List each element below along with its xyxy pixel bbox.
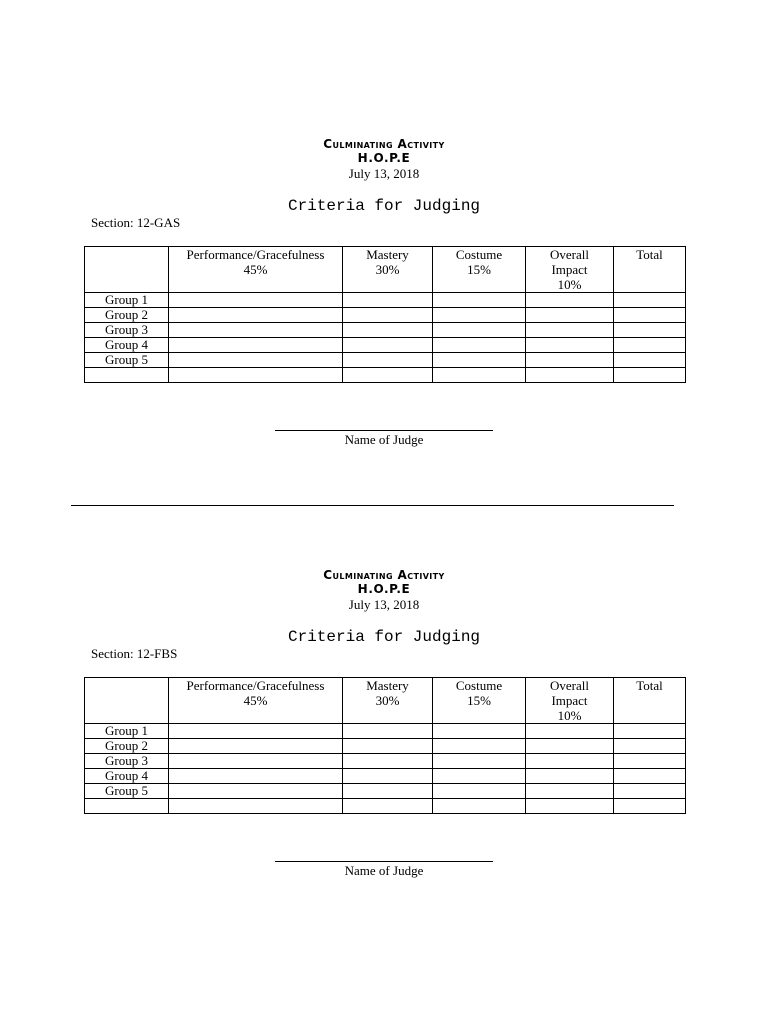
header-total-name: Total	[636, 678, 663, 693]
header-costume	[433, 247, 526, 293]
header-mastery-weight: 30%	[375, 262, 400, 277]
group-label: Group 1	[85, 293, 169, 308]
score-cell[interactable]	[433, 739, 526, 754]
score-cell[interactable]	[526, 769, 614, 784]
header-costume-weight: 15%	[467, 693, 491, 708]
group-label: Group 4	[85, 769, 169, 784]
header-costume-weight: 15%	[467, 262, 491, 277]
score-cell[interactable]	[433, 338, 526, 353]
group-label: Group 2	[85, 739, 169, 754]
total-cell[interactable]	[614, 338, 686, 353]
header-performance-name: Performance/Gracefulness	[186, 247, 325, 262]
table-row	[85, 293, 686, 308]
group-label: Group 3	[85, 323, 169, 338]
header-costume-name: Costume	[455, 247, 503, 262]
score-cell[interactable]	[169, 724, 343, 739]
judge-signature-line[interactable]	[275, 430, 493, 431]
header-mastery-name: Mastery	[366, 678, 409, 693]
header-mastery-weight: 30%	[375, 693, 400, 708]
judge-label: Name of Judge	[344, 432, 424, 447]
header-overall-impact-name: Overall Impact	[550, 247, 589, 277]
table-row	[85, 754, 686, 769]
criteria-heading: Criteria for Judging	[287, 197, 481, 215]
score-cell[interactable]	[526, 799, 614, 814]
subject-title: H.O.P.E	[357, 151, 411, 165]
activity-date: July 13, 2018	[348, 166, 420, 181]
score-cell[interactable]	[433, 293, 526, 308]
total-cell[interactable]	[614, 353, 686, 368]
score-cell[interactable]	[526, 784, 614, 799]
score-cell[interactable]	[169, 368, 343, 383]
table-row	[85, 308, 686, 323]
table-row	[85, 368, 686, 383]
header-overall-impact-name: Overall Impact	[550, 678, 589, 708]
header-total	[614, 247, 686, 293]
group-label: Group 3	[85, 754, 169, 769]
score-cell[interactable]	[526, 368, 614, 383]
score-table	[84, 246, 686, 383]
judge-signature-line[interactable]	[275, 861, 493, 862]
score-cell[interactable]	[526, 353, 614, 368]
header-blank	[85, 678, 169, 724]
score-cell[interactable]	[343, 338, 433, 353]
score-cell[interactable]	[343, 769, 433, 784]
judge-label: Name of Judge	[344, 863, 424, 878]
score-cell[interactable]	[169, 739, 343, 754]
header-performance	[169, 247, 343, 293]
header-row	[85, 678, 686, 724]
score-cell[interactable]	[169, 293, 343, 308]
group-label[interactable]	[85, 799, 169, 814]
header-overall-impact-weight: 10%	[557, 277, 582, 292]
score-cell[interactable]	[526, 293, 614, 308]
header-total-name: Total	[636, 247, 663, 262]
section-label: Section: 12-FBS	[91, 646, 178, 661]
score-cell[interactable]	[169, 769, 343, 784]
header-mastery	[343, 678, 433, 724]
total-cell[interactable]	[614, 754, 686, 769]
score-cell[interactable]	[526, 323, 614, 338]
header-mastery	[343, 247, 433, 293]
group-label[interactable]	[85, 368, 169, 383]
score-cell[interactable]	[169, 353, 343, 368]
subject-title: H.O.P.E	[357, 582, 411, 596]
group-label: Group 1	[85, 724, 169, 739]
header-costume-name: Costume	[455, 678, 503, 693]
header-mastery-name: Mastery	[366, 247, 409, 262]
table-row	[85, 323, 686, 338]
table-row	[85, 769, 686, 784]
score-cell[interactable]	[343, 368, 433, 383]
header-performance-weight: 45%	[243, 693, 268, 708]
score-cell[interactable]	[343, 293, 433, 308]
group-label: Group 4	[85, 338, 169, 353]
score-table	[84, 677, 686, 814]
header-overall-impact	[526, 678, 614, 724]
header-costume	[433, 678, 526, 724]
score-cell[interactable]	[169, 323, 343, 338]
table-row	[85, 338, 686, 353]
group-label: Group 5	[85, 784, 169, 799]
header-overall-impact-weight: 10%	[557, 708, 582, 723]
score-cell[interactable]	[169, 308, 343, 323]
score-cell[interactable]	[526, 754, 614, 769]
total-cell[interactable]	[614, 784, 686, 799]
header-total	[614, 678, 686, 724]
score-cell[interactable]	[433, 784, 526, 799]
total-cell[interactable]	[614, 368, 686, 383]
score-cell[interactable]	[433, 754, 526, 769]
total-cell[interactable]	[614, 799, 686, 814]
score-cell[interactable]	[169, 338, 343, 353]
score-cell[interactable]	[433, 308, 526, 323]
score-cell[interactable]	[526, 308, 614, 323]
score-cell[interactable]	[343, 784, 433, 799]
score-cell[interactable]	[169, 784, 343, 799]
score-cell[interactable]	[433, 724, 526, 739]
score-cell[interactable]	[169, 799, 343, 814]
score-cell[interactable]	[433, 368, 526, 383]
activity-title: Culminating Activity	[323, 568, 445, 582]
table-row	[85, 353, 686, 368]
header-overall-impact	[526, 247, 614, 293]
activity-date: July 13, 2018	[348, 597, 420, 612]
header-blank	[85, 247, 169, 293]
score-cell[interactable]	[343, 323, 433, 338]
total-cell[interactable]	[614, 323, 686, 338]
group-label: Group 5	[85, 353, 169, 368]
total-cell[interactable]	[614, 769, 686, 784]
total-cell[interactable]	[614, 739, 686, 754]
activity-title: Culminating Activity	[323, 137, 445, 151]
score-cell[interactable]	[343, 754, 433, 769]
cut-line-divider	[71, 505, 674, 506]
score-cell[interactable]	[433, 799, 526, 814]
score-cell[interactable]	[343, 799, 433, 814]
section-label: Section: 12-GAS	[91, 215, 181, 230]
score-cell[interactable]	[433, 353, 526, 368]
score-cell[interactable]	[343, 739, 433, 754]
score-cell[interactable]	[526, 338, 614, 353]
table-row	[85, 724, 686, 739]
table-row	[85, 799, 686, 814]
header-performance-weight: 45%	[243, 262, 268, 277]
score-cell[interactable]	[526, 739, 614, 754]
total-cell[interactable]	[614, 293, 686, 308]
score-cell[interactable]	[433, 323, 526, 338]
table-row	[85, 784, 686, 799]
header-performance	[169, 678, 343, 724]
group-label: Group 2	[85, 308, 169, 323]
score-cell[interactable]	[169, 754, 343, 769]
score-cell[interactable]	[526, 724, 614, 739]
total-cell[interactable]	[614, 308, 686, 323]
total-cell[interactable]	[614, 724, 686, 739]
score-cell[interactable]	[433, 769, 526, 784]
criteria-heading: Criteria for Judging	[287, 628, 481, 646]
table-row	[85, 739, 686, 754]
score-cell[interactable]	[343, 353, 433, 368]
header-performance-name: Performance/Gracefulness	[186, 678, 325, 693]
header-row	[85, 247, 686, 293]
score-cell[interactable]	[343, 308, 433, 323]
score-cell[interactable]	[343, 724, 433, 739]
